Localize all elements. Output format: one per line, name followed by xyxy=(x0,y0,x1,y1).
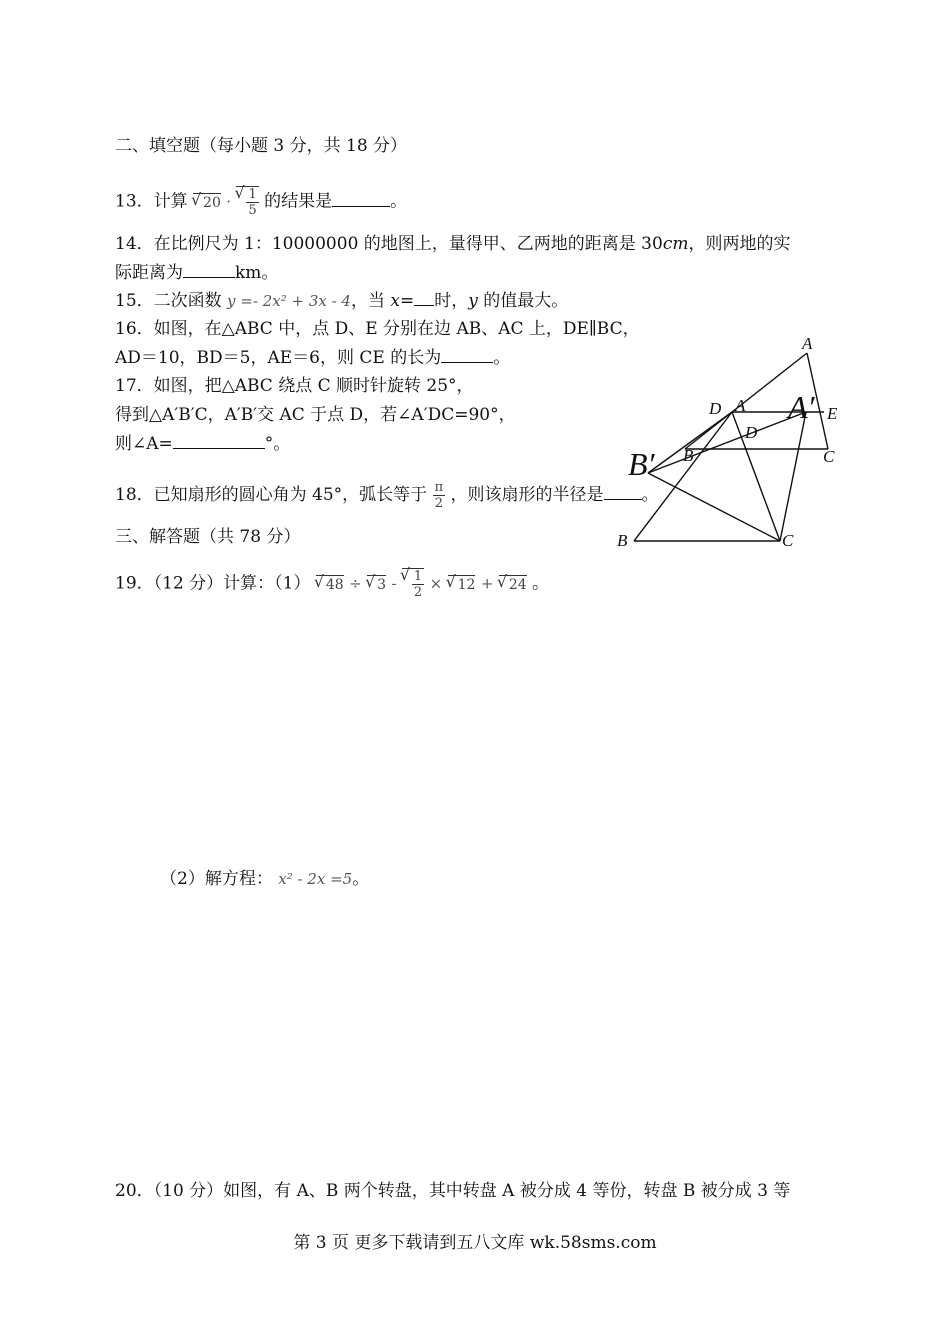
figure-17 xyxy=(634,412,806,541)
fig16-side-ac xyxy=(807,353,828,449)
q14-line1: 14．在比例尺为 1：10000000 的地图上，量得甲、乙两地的距离是 30 xyxy=(115,234,663,254)
q15-when: 时， xyxy=(434,291,469,311)
q19-part2-end: 。 xyxy=(352,869,370,889)
question-17-line3 xyxy=(115,432,290,455)
q14-line1-end: ，则两地的实 xyxy=(688,234,791,254)
q15-answer-blank[interactable] xyxy=(414,289,434,306)
section-3-title: 三、解答题（共 78 分） xyxy=(115,527,301,547)
q13-end: 。 xyxy=(390,191,408,212)
q19-end: 。 xyxy=(532,573,550,594)
question-17-line2 xyxy=(115,404,516,426)
q13-suffix: 的结果是 xyxy=(264,191,333,212)
q19-minus: - xyxy=(391,574,397,593)
question-18 xyxy=(115,480,659,511)
question-16-line1 xyxy=(115,318,640,340)
q13-fraction xyxy=(246,187,258,218)
q19-fraction xyxy=(412,569,424,600)
figure-16 xyxy=(685,353,828,449)
q13-prefix: 13．计算 xyxy=(115,191,188,212)
q19-frac-den: 2 xyxy=(413,585,423,600)
q19-prefix: 19．（12 分）计算：（1） xyxy=(115,573,311,594)
section-2-title: 二、填空题（每小题 3 分，共 18 分） xyxy=(115,136,408,156)
q13-answer-blank[interactable] xyxy=(332,190,390,207)
q18-fraction xyxy=(433,480,446,511)
q19-times: × xyxy=(429,574,443,593)
q19-part2-label: （2）解方程： xyxy=(160,869,273,889)
fig16-label-B: B xyxy=(683,446,694,465)
fig17-label-D: D xyxy=(745,423,758,442)
fig17-side-a-prime-c xyxy=(780,412,806,541)
q19-sqrt-3: √ 3 xyxy=(367,575,386,594)
q18-suffix: ，则该扇形的半径是 xyxy=(450,485,604,505)
q19-sqrt-12: √ 12 xyxy=(448,575,476,594)
q15-var-x: x xyxy=(390,291,400,311)
q13-frac-den: 5 xyxy=(248,203,257,218)
q18-prefix: 18．已知扇形的圆心角为 45°，弧长等于 xyxy=(115,485,428,505)
page-footer xyxy=(0,1228,950,1253)
fig17-side-a-prime-b-prime xyxy=(648,412,806,473)
q13-sqrt-frac xyxy=(236,186,258,218)
question-14-line2 xyxy=(115,261,278,284)
question-15 xyxy=(115,289,568,312)
fig16-label-D: D xyxy=(709,399,722,418)
q19-part2-expression: x² - 2x =5 xyxy=(278,870,353,888)
section-2-heading xyxy=(115,135,407,157)
fig16-side-ab xyxy=(685,353,807,449)
q15-prefix: 15．二次函数 xyxy=(115,291,222,311)
q19-plus: + xyxy=(480,574,494,593)
q16-line2: AD＝10，BD＝5，AE＝6，则 CE 的长为 xyxy=(115,348,442,368)
fig17-label-B-prime: B′ xyxy=(628,446,655,482)
fig17-side-ac xyxy=(732,412,780,541)
fig17-label-C: C xyxy=(782,531,794,550)
question-13: 13．计算 √ 20 · √ $\frac{1}{5}$ 的结果是 。 xyxy=(115,186,407,218)
q15-mid: ，当 xyxy=(350,291,391,311)
q15-eq: = xyxy=(399,291,415,311)
q17-answer-blank[interactable] xyxy=(173,432,265,449)
fig16-label-A: A xyxy=(802,334,813,353)
q18-end: 。 xyxy=(641,485,659,505)
section-3-heading xyxy=(115,526,300,548)
q17-line3-end: °。 xyxy=(264,434,291,454)
q17-line2: 得到△A′B′C，A′B′交 AC 于点 D，若∠A′DC=90°， xyxy=(115,405,516,425)
q18-frac-num: π xyxy=(434,480,444,495)
question-17-line1 xyxy=(115,375,474,397)
fig16-label-E: E xyxy=(827,404,838,423)
q13-sqrt-20: √ 20 xyxy=(193,193,221,212)
q14-answer-blank[interactable] xyxy=(183,261,235,278)
q15-expression: y =- 2x² + 3x - 4 xyxy=(227,292,351,310)
question-19-part2 xyxy=(160,868,369,890)
q19-sqrt-24: √ 24 xyxy=(499,575,527,594)
q18-answer-blank[interactable] xyxy=(604,483,642,500)
q14-line2-end: km。 xyxy=(235,263,279,283)
q13-frac-num: √ 1 xyxy=(248,187,257,202)
q14-unit: cm xyxy=(662,234,689,254)
question-14-line1 xyxy=(115,233,790,255)
q17-line1: 17．如图，把△ABC 绕点 C 顺时针旋转 25°， xyxy=(115,376,474,396)
fig17-side-b-prime-a xyxy=(648,412,732,473)
q18-frac-den: 2 xyxy=(434,496,443,511)
q17-line3: 则∠A= xyxy=(115,434,173,454)
fig17-label-A-prime: A′ xyxy=(788,389,815,425)
q16-line2-end: 。 xyxy=(493,348,511,368)
fig17-side-ab xyxy=(634,412,732,541)
footer-text: 第 3 页 更多下载请到五八文库 wk.58sms.com xyxy=(293,1233,657,1253)
question-16-line2 xyxy=(115,346,510,369)
q19-sqrt-48: √ 48 xyxy=(316,575,344,594)
q19-frac-num: √ 1 xyxy=(413,569,423,584)
fig16-label-C: C xyxy=(823,447,835,466)
fig17-label-B: B xyxy=(617,531,628,550)
question-20 xyxy=(115,1180,790,1202)
question-19-part1 xyxy=(115,568,549,600)
q19-div: ÷ xyxy=(349,574,362,593)
q15-end: 的值最大。 xyxy=(477,291,569,311)
fig17-label-A: A xyxy=(735,396,746,415)
fig17-side-b-prime-c xyxy=(648,473,780,541)
q16-answer-blank[interactable] xyxy=(441,346,493,363)
q20-text: 20．（10 分）如图，有 A、B 两个转盘，其中转盘 A 被分成 4 等份，转盘 B 被分成 3 等 xyxy=(115,1181,791,1201)
q15-var-y: y xyxy=(468,291,478,311)
q19-sqrt-frac xyxy=(402,568,424,600)
q16-line1: 16．如图，在△ABC 中，点 D、E 分别在边 AB、AC 上，DE∥BC， xyxy=(115,319,640,339)
q14-line2-start: 际距离为 xyxy=(115,263,183,283)
